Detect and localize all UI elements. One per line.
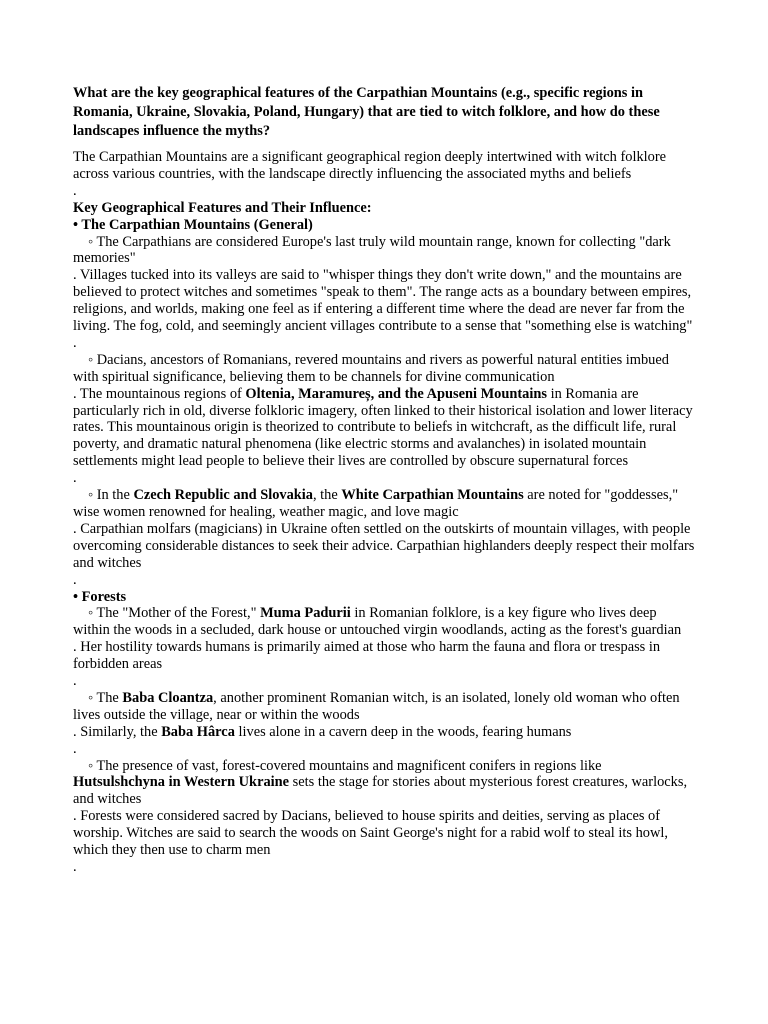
sub-bullet: ◦ The presence of vast, forest-covered mountains and magnificent conifers in regions like Hutsulshchyna in Western Ukraine sets the stage for stories about mysterious forest creatures, warlocks, and witches [73, 757, 688, 808]
sub-bullet: ◦ The "Mother of the Forest," Muma Padurii in Romanian folklore, is a key figure who lives deep within the woods in a secluded, dark house or untouched virgin woodlands, acting as the forest's guardian [73, 605, 682, 639]
continuation-paragraph: . The mountainous regions of Oltenia, Maramureș, and the Apuseni Mountains in Romania are particularly rich in old, diverse folkloric imagery, often linked to their historical isolation and lower literacy rates. This mountainous origin is theorized to contribute to beliefs in witchcraft, as the difficult life, rural poverty, and dramatic natural phenomena (like electric storms and avalanches) in isolated mountain settlements might lead people to believe their lives are controlled by obscure supernatural forces [73, 385, 693, 470]
separator-dot: . [73, 334, 77, 351]
separator-dot: . [73, 858, 77, 875]
separator-dot: . [73, 740, 77, 757]
sub-bullet: ◦ The Baba Cloantza, another prominent Romanian witch, is an isolated, lonely old woman who often lives outside the village, near or within the woods [73, 689, 680, 723]
intro-paragraph: The Carpathian Mountains are a significant geographical region deeply intertwined with witch folklore across various countries, with the landscape directly influencing the associated myths and beliefs [73, 149, 667, 182]
separator-dot: . [73, 182, 77, 199]
question-heading: What are the key geographical features of the Carpathian Mountains (e.g., specific regions in Romania, Ukraine, Slovakia, Poland, Hungary) that are tied to witch folklore, and how do these landscapes influence the myths? [73, 85, 660, 139]
bullet-carpathians-general: • The Carpathian Mountains (General) [73, 216, 313, 233]
separator-dot: . [73, 673, 77, 690]
document-page [73, 84, 695, 876]
continuation-paragraph: . Forests were considered sacred by Dacians, believed to house spirits and deities, serving as places of worship. Witches are said to search the woods on Saint George's night for a rabid wolf to steal its howl, which they then use to charm men [73, 808, 668, 859]
continuation-paragraph: . Villages tucked into its valleys are said to "whisper things they don't write down," and the mountains are believed to protect witches and sometimes "speak to them". The range acts as a boundary between empires, religions, and worlds, making one feel as if entering a different time where the dead are never far from the living. The fog, cold, and seemingly ancient villages contribute to a sense that "something else is watching" [73, 267, 693, 335]
continuation-paragraph: . Similarly, the Baba Hârca lives alone in a cavern deep in the woods, fearing humans [73, 723, 572, 740]
sub-bullet: ◦ The Carpathians are considered Europe's last truly wild mountain range, known for collecting "dark memories" [73, 233, 671, 267]
section-heading: Key Geographical Features and Their Influence: [73, 199, 372, 216]
sub-bullet: ◦ In the Czech Republic and Slovakia, the White Carpathian Mountains are noted for "goddesses," wise women renowned for healing, weather magic, and love magic [73, 487, 679, 520]
separator-dot: . [73, 571, 77, 588]
sub-bullet: ◦ Dacians, ancestors of Romanians, revered mountains and rivers as powerful natural entities imbued with spiritual significance, believing them to be channels for divine communication [73, 351, 669, 385]
continuation-paragraph: . Carpathian molfars (magicians) in Ukraine often settled on the outskirts of mountain villages, with people overcoming considerable distances to seek their advice. Carpathian highlanders deeply respect their molfars and witches [73, 520, 695, 571]
bullet-forests: • Forests [73, 588, 127, 605]
separator-dot: . [73, 470, 77, 487]
continuation-paragraph: . Her hostility towards humans is primarily aimed at those who harm the fauna and flora or trespass in forbidden areas [73, 639, 661, 673]
